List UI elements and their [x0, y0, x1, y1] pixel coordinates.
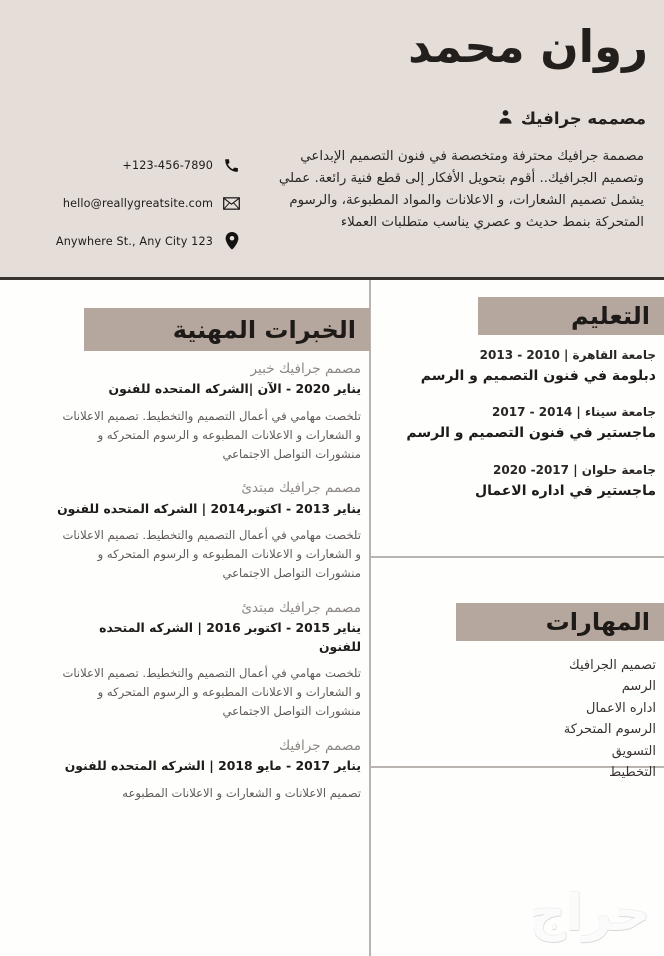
skills-list: [378, 655, 656, 784]
job-role-label: مصممه جرافيك: [520, 109, 646, 128]
education-degree: دبلومة في فنون التصميم و الرسم: [420, 368, 656, 384]
person-icon: [497, 108, 514, 129]
column-divider: [369, 280, 371, 956]
experience-meta: يناير 2017 - مايو 2018 | الشركه المتحده للفنون: [64, 758, 361, 774]
experience-item: [55, 359, 361, 463]
education-meta: جامعة القاهرة | 2010 - 2013: [479, 348, 656, 362]
education-skills-divider: [371, 556, 664, 558]
skill-item: التسويق: [611, 743, 656, 759]
education-section-title: التعليم: [571, 302, 650, 330]
experience-item: [55, 478, 361, 582]
skill-item: تصميم الجرافيك: [569, 658, 656, 673]
experience-meta: يناير 2020 - الآن |الشركه المتحده للفنون: [108, 381, 361, 397]
education-section-header: [478, 297, 664, 335]
experience-meta: يناير 2015 - اكتوبر 2016 | الشركه المتحده للفنون: [99, 620, 361, 654]
contact-row-email[interactable]: [0, 184, 248, 222]
skill-item: اداره الاعمال: [586, 700, 656, 716]
education-degree: ماجستير في فنون التصميم و الرسم: [406, 425, 656, 442]
location-pin-icon: [223, 233, 240, 250]
watermark: حراج: [529, 884, 650, 942]
experience-section-header: [84, 308, 370, 351]
envelope-icon: [223, 195, 240, 212]
profile-summary: مصممة جرافيك محترفة ومتخصصة في فنون التصميم الإبداعي وتصميم الجرافيك.. أقوم بتحويل الأفكار إلى قطع فنية رائعة. عملي يشمل تصميم الشعارات، و الاعلانات والمواد المطبوعة، والرسوم المتحركة بنمط حديث و عصري يناسب متطلبات العملاء: [278, 149, 644, 230]
experience-description: تلخصت مهامي في أعمال التصميم والتخطيط. تصميم الاعلانات و الشعارات و الاعلانات المطبوعه و الرسوم المتحركه و منشورات التواصل الاجتماعي: [62, 666, 361, 718]
education-item: [378, 346, 656, 386]
experience-description: تلخصت مهامي في أعمال التصميم والتخطيط. تصميم الاعلانات و الشعارات و الاعلانات المطبوعه و الرسوم المتحركه و منشورات التواصل الاجتماعي: [62, 528, 361, 580]
experience-item: [55, 598, 361, 721]
job-role-row: [497, 108, 646, 129]
education-degree: ماجستير في اداره الاعمال: [474, 482, 656, 499]
page-title: روان محمد: [408, 20, 648, 73]
education-item: [378, 403, 656, 443]
experience-role: مصمم جرافيك: [278, 737, 361, 754]
experience-list: [55, 359, 361, 817]
contact-row-phone[interactable]: [0, 146, 248, 184]
contact-block: [0, 146, 248, 260]
experience-role: مصمم جرافيك خبير: [250, 361, 361, 377]
education-meta: جامعة سيناء | 2014 - 2017: [492, 405, 656, 420]
contact-row-address[interactable]: [0, 222, 248, 260]
education-item: [378, 461, 656, 501]
experience-description: تصميم الاعلانات و الشعارات و الاعلانات المطبوعه: [122, 785, 361, 800]
experience-role: مصمم جرافيك مبتدئ: [241, 599, 361, 616]
experience-meta: يناير 2013 - اكتوبر2014 | الشركه المتحده للفنون: [57, 500, 361, 516]
experience-item: [55, 736, 361, 803]
header-divider: [0, 277, 664, 280]
street-address: Anywhere St., Any City 123: [55, 234, 213, 248]
phone-icon: [223, 157, 240, 174]
experience-description: تلخصت مهامي في أعمال التصميم والتخطيط. تصميم الاعلانات و الشعارات و الاعلانات المطبوعه و الرسوم المتحركه و منشورات التواصل الاجتماعي: [62, 409, 361, 461]
email-address: hello@reallygreatsite.com: [62, 196, 213, 210]
skill-item: التخطيط: [609, 765, 656, 781]
education-meta: جامعة حلوان | 2017- 2020: [493, 462, 656, 477]
phone-number: +123-456-7890: [122, 158, 213, 172]
education-list: [378, 346, 656, 518]
skill-item: الرسوم المتحركة: [563, 722, 656, 738]
skills-section-title: المهارات: [545, 608, 650, 636]
skill-item: الرسم: [621, 679, 656, 695]
experience-role: مصمم جرافيك مبتدئ: [241, 480, 361, 497]
experience-section-title: الخبرات المهنية: [172, 315, 356, 344]
skills-section-header: [456, 603, 664, 641]
